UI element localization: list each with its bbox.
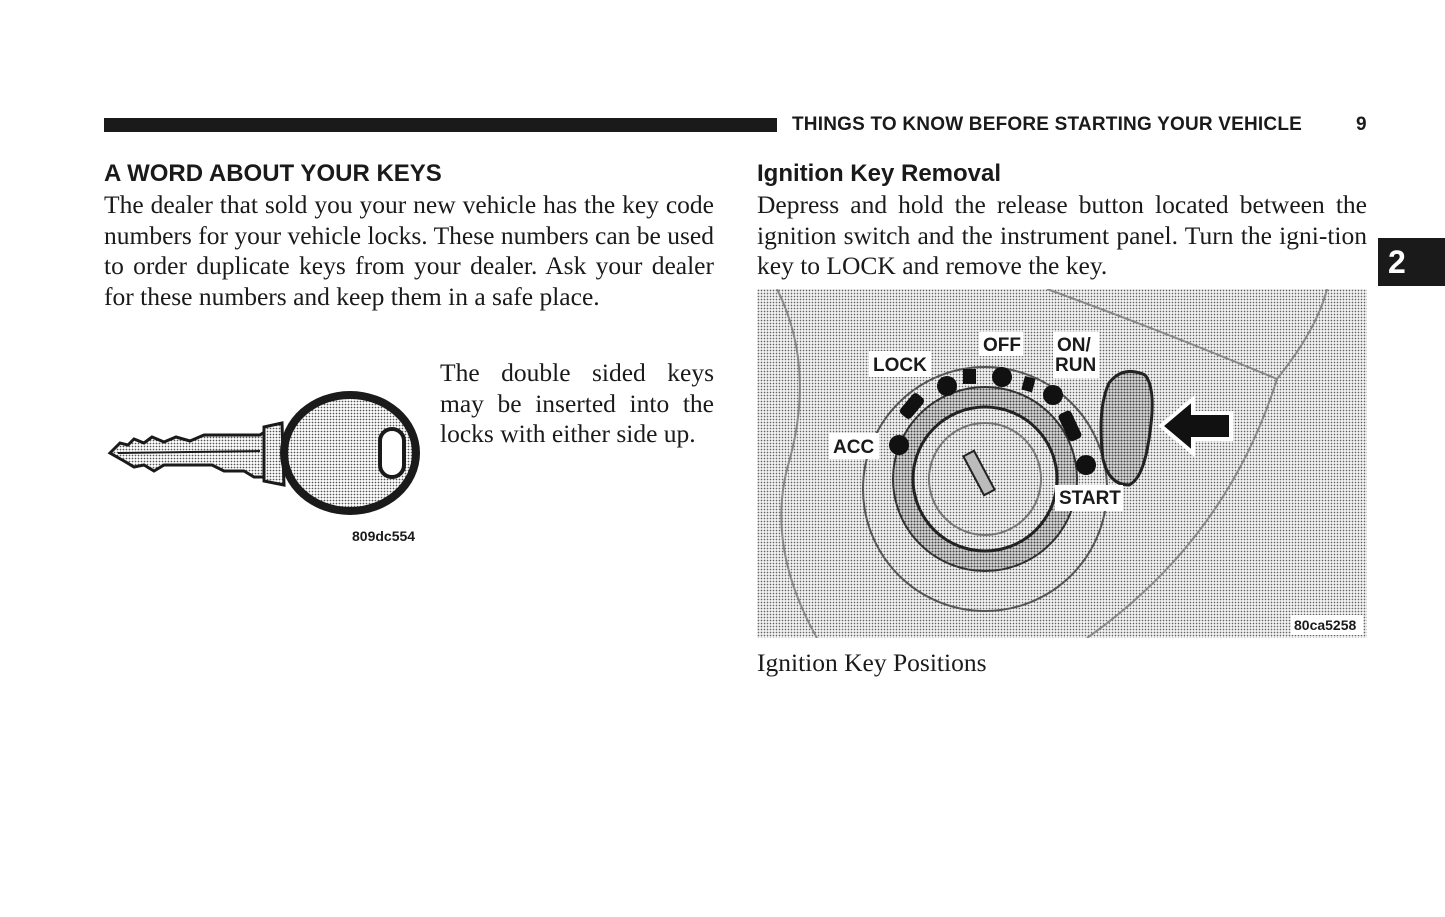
label-acc: ACC — [833, 437, 875, 458]
keys-paragraph: The dealer that sold you your new vehicle has the key code numbers for your vehicle locks. These numbers can be used to order duplicate keys from your dealer. Ask your dealer for these numbers and keep them in a safe place. — [104, 190, 714, 311]
chapter-tab: 2 — [1378, 238, 1445, 286]
section-heading-ignition: Ignition Key Removal — [757, 160, 1002, 187]
label-off: OFF — [983, 335, 1021, 356]
ignition-paragraph: Depress and hold the release button located between the ignition switch and the instrument panel. Turn the igni-tion key to LOCK and remove the key. — [757, 190, 1367, 280]
ignition-switch-illustration — [757, 289, 1367, 638]
key-illustration — [104, 385, 426, 520]
label-lock: LOCK — [873, 355, 927, 376]
running-header: THINGS TO KNOW BEFORE STARTING YOUR VEHICLE — [792, 114, 1303, 135]
double-sided-keys-text: The double sided keys may be inserted into the locks with either side up. — [440, 358, 714, 448]
label-start: START — [1059, 488, 1121, 509]
key-figure-code: 809dc554 — [352, 528, 416, 544]
page-number: 9 — [1356, 114, 1367, 135]
figure-caption: Ignition Key Positions — [757, 648, 987, 677]
ignition-figure-code: 80ca5258 — [1294, 617, 1357, 633]
label-on: ON/ — [1057, 335, 1091, 356]
section-heading-keys: A WORD ABOUT YOUR KEYS — [104, 160, 442, 187]
label-run: RUN — [1055, 355, 1097, 376]
header-rule — [104, 118, 777, 132]
